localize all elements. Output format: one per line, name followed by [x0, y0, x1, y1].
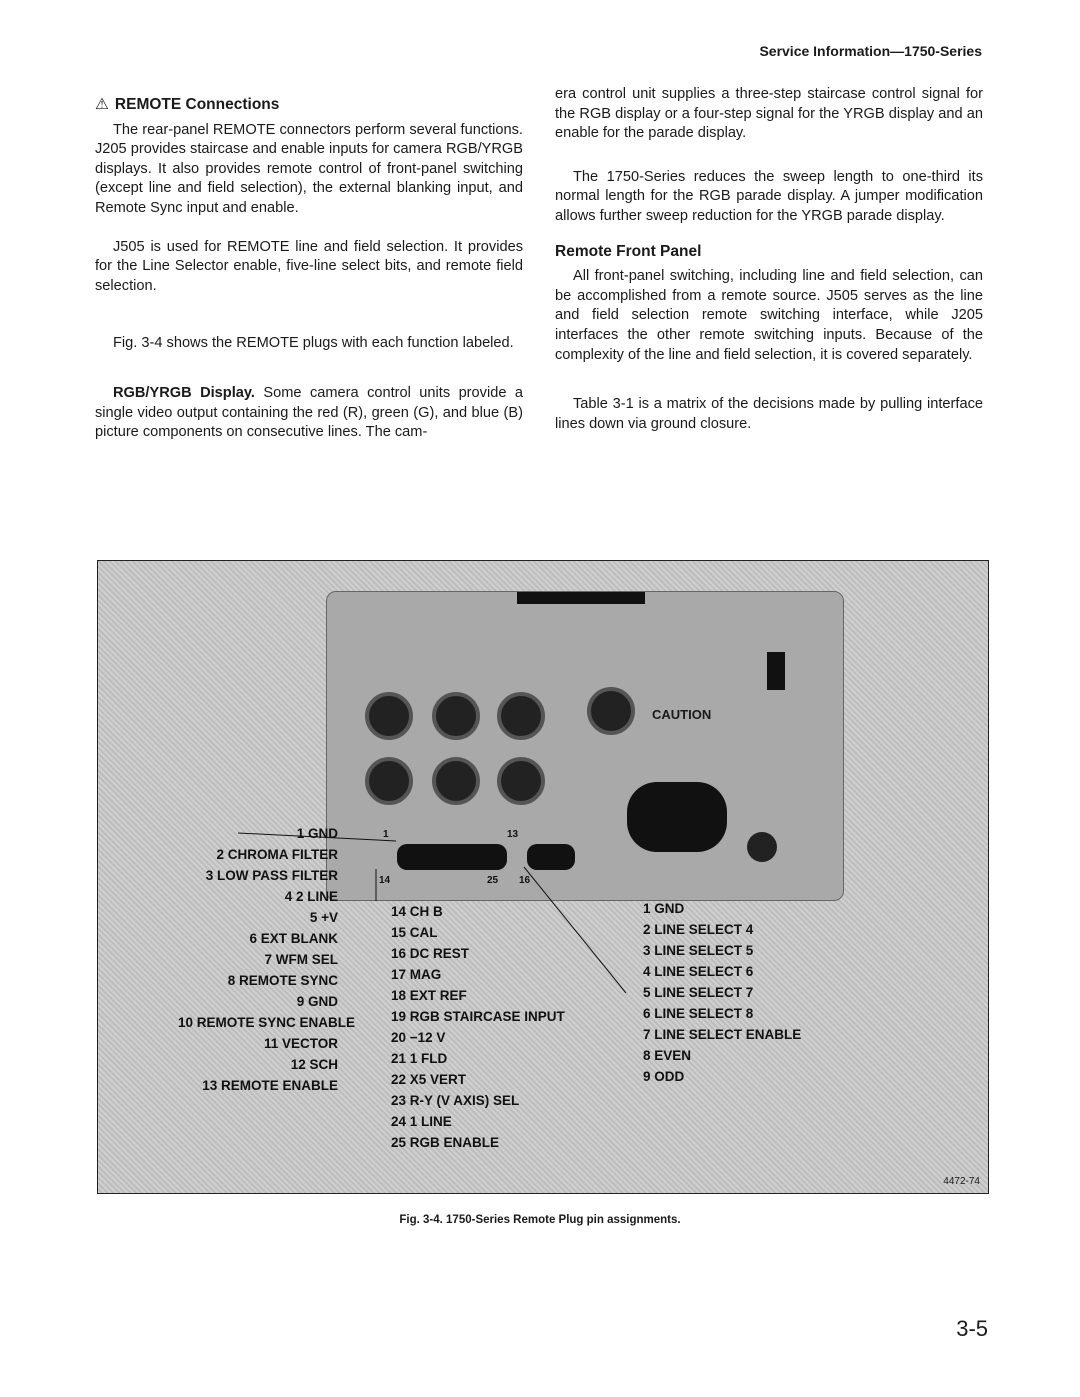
warning-triangle-icon: ⚠ [95, 96, 109, 113]
pin-label: 7 LINE SELECT ENABLE [643, 1027, 802, 1042]
pin-label: 7 WFM SEL [264, 952, 338, 967]
paragraph: era control unit supplies a three-step staircase control signal for the RGB display or a four-step signal for the YRGB display and an enable for the parade display. [555, 86, 983, 142]
figure-remote-plugs [97, 560, 989, 1194]
running-header: Service Information—1750-Series [759, 43, 982, 59]
pin-label: 20 −12 V [391, 1030, 446, 1045]
paragraph: RGB/YRGB Display. Some camera control units provide a single video output containing the red (R), green (G), and blue (B) picture components on consecutive lines. The cam- [95, 384, 523, 441]
pin-label: 4 2 LINE [284, 889, 338, 904]
j505-pin-list [643, 898, 801, 1087]
j205-pin-list-1-13 [178, 823, 356, 1096]
pin-label: 9 ODD [643, 1069, 685, 1084]
pin-label: 8 EVEN [643, 1048, 692, 1063]
j205-pin-list-14-25 [391, 901, 565, 1153]
pin-label: 25 RGB ENABLE [391, 1135, 500, 1150]
pin-label: 6 EXT BLANK [249, 931, 338, 946]
figure-caption: Fig. 3-4. 1750-Series Remote Plug pin assignments. [399, 1214, 681, 1226]
pin-mark: 16 [519, 875, 531, 886]
pin-label: 5 +V [309, 910, 338, 925]
pin-label: 15 CAL [391, 925, 438, 940]
pin-label: 11 VECTOR [263, 1036, 338, 1051]
pin-label: 18 EXT REF [391, 988, 467, 1003]
pin-label: 9 GND [296, 994, 338, 1009]
pin-mark: 14 [379, 875, 391, 886]
pin-label: 3 LOW PASS FILTER [205, 868, 338, 883]
pin-label: 17 MAG [391, 967, 442, 982]
pin-label: 10 REMOTE SYNC ENABLE [178, 1015, 356, 1030]
pin-label: 1 GND [296, 826, 338, 841]
pin-label: 14 CH B [391, 904, 443, 919]
paragraph: All front-panel switching, including line and field selection, can be accomplished from a remote source. J505 serves as the line and field selection remote switching interface, while J205 interfaces the other remote switching inputs. Because of the complexity of the line and field selection, it is covered separately. [555, 268, 983, 363]
figure-id: 4472-74 [943, 1176, 980, 1187]
pin-mark: 13 [507, 829, 519, 840]
pin-label: 16 DC REST [391, 946, 470, 961]
paragraph: The 1750-Series reduces the sweep length to one-third its normal length for the RGB parade display. A jumper modification allows further sweep reduction for the YRGB parade display. [555, 168, 983, 224]
pin-label: 6 LINE SELECT 8 [643, 1006, 754, 1021]
pin-label: 8 REMOTE SYNC [227, 973, 338, 988]
pin-label: 21 1 FLD [391, 1051, 448, 1066]
pin-label: 2 LINE SELECT 4 [643, 922, 754, 937]
caution-label: CAUTION [652, 707, 712, 722]
left-column [95, 95, 523, 462]
pin-label: 3 LINE SELECT 5 [643, 943, 754, 958]
pin-label: 2 CHROMA FILTER [216, 847, 338, 862]
section-heading: Remote Front Panel [555, 242, 702, 260]
paragraph: Table 3-1 is a matrix of the decisions made by pulling interface lines down via ground closure. [555, 396, 983, 432]
pin-mark: 1 [383, 829, 389, 840]
pin-label: 19 RGB STAIRCASE INPUT [391, 1009, 565, 1024]
right-column [555, 85, 983, 453]
pin-label: 24 1 LINE [391, 1114, 452, 1129]
pin-label: 5 LINE SELECT 7 [643, 985, 754, 1000]
paragraph: The rear-panel REMOTE connectors perform several functions. J205 provides staircase and enable inputs for camera RGB/YRGB displays. It also provides remote control of front-panel switching (except line and field selection), the external blanking input, and Remote Sync input and enable. [95, 121, 523, 216]
pin-label: 23 R-Y (V AXIS) SEL [391, 1093, 520, 1108]
pin-label: 22 X5 VERT [391, 1072, 467, 1087]
pin-mark: 25 [487, 875, 499, 886]
paragraph: J505 is used for REMOTE line and field selection. It provides for the Line Selector enable, five-line select bits, and remote field selection. [95, 238, 523, 294]
paragraph: Fig. 3-4 shows the REMOTE plugs with each function labeled. [113, 335, 514, 352]
pin-label: 13 REMOTE ENABLE [202, 1078, 338, 1093]
page-number: 3-5 [956, 1316, 988, 1341]
pin-label: 12 SCH [290, 1057, 338, 1072]
pin-label: 4 LINE SELECT 6 [643, 964, 754, 979]
pin-label: 1 GND [643, 901, 685, 916]
section-heading: ⚠ REMOTE Connections [95, 96, 280, 113]
